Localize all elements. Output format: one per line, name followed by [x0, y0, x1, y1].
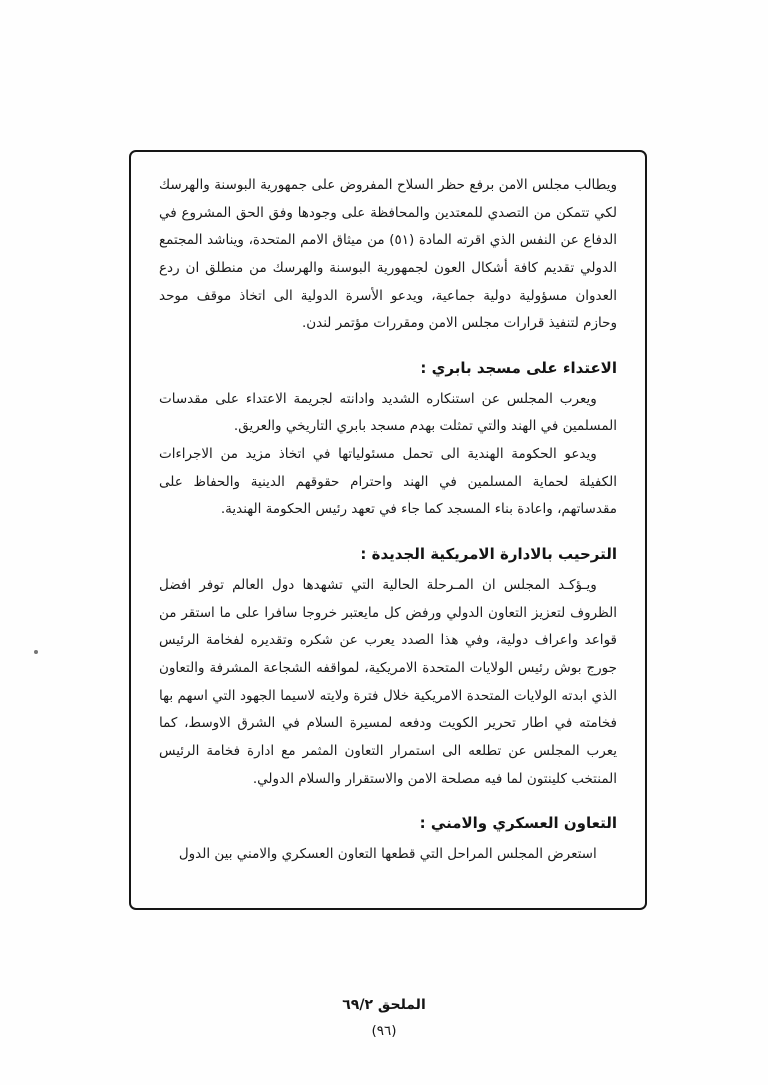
- paragraph-military-security-cooperation: استعرض المجلس المراحل التي قطعها التعاون العسكري والامني بين الدول: [178, 846, 597, 863]
- paragraph-babri-condemnation: ويعرب المجلس عن استنكاره الشديد وادانته لجريمة الاعتداء على مقدسات المسلمين في الهند والتي تمثلت بهدم مسجد بابري التاريخي والعريق.: [159, 390, 617, 435]
- heading-babri-mosque: الاعتداء على مسجد بابري :: [420, 359, 617, 378]
- annex-label: الملحق ٦٩/٢: [342, 997, 426, 1013]
- page-footer: [0, 996, 768, 1039]
- paragraph-bosnia-arms-embargo: ويطالب مجلس الامن برفع حظر السلاح المفروض على جمهورية البوسنة والهرسك لكي تتمكن من التصدي للمعتدين والمحافظة على وجودها وفق الحق المشروع في الدفاع عن النفس الذي اقرته المادة (٥١) من ميثاق الامم المتحدة، ويناشد المجتمع الدولي تقديم كافة أشكال العون لجمهورية البوسنة والهرسك من منطلق ان ردع العدوان مسؤولية دولية جماعية، ويدعو الأسرة الدولية الى اتخاذ موقف موحد وحازم لتنفيذ قرارات مجلس الامن ومقررات مؤتمر لندن.: [159, 177, 617, 332]
- text-border-box: [129, 150, 647, 910]
- page-number: (٩٦): [371, 1022, 397, 1039]
- paragraph-us-administration: ويـؤكـد المجلس ان المـرحلة الحالية التي تشهدها دول العالم توفر افضل الظروف لتعزيز التعاون الدولي ورفض كل مايعتبر خروجا سافرا على ما استقر من قواعد واعراف دولية، وفي هذا الصدد يعرب عن شكره وتقديره لفخامة الرئيس جورج بوش رئيس الولايات المتحدة الامريكية، لمواقفه الشجاعة المشرفة والتعاون الذي ابدته الولايات المتحدة الامريكية خلال فترة ولايته لاسيما الجهود التي اسهم بها فخامته في اطار تحرير الكويت ودفعه لمسيرة السلام في الشرق الاوسط، كما يعرب المجلس عن تطلعه الى استمرار التعاون المثمر مع ادارة فخامة الرئيس المنتخب كلينتون لما فيه مصلحة الامن والاستقرار والسلام الدولي.: [159, 576, 617, 787]
- paragraph-babri-indian-government: ويدعو الحكومة الهندية الى تحمل مسئولياتها في اتخاذ مزيد من الاجراءات الكفيلة لحماية المسلمين في الهند واحترام حقوقهم الدينية والحفاظ على مقدساتهم، واعادة بناء المسجد كما جاء في تعهد رئيس الحكومة الهندية.: [159, 446, 617, 518]
- scan-speck: [34, 650, 38, 654]
- heading-new-us-administration: الترحيب بالادارة الامريكية الجديدة :: [360, 545, 617, 564]
- heading-military-security-cooperation: التعاون العسكري والامني :: [419, 814, 617, 833]
